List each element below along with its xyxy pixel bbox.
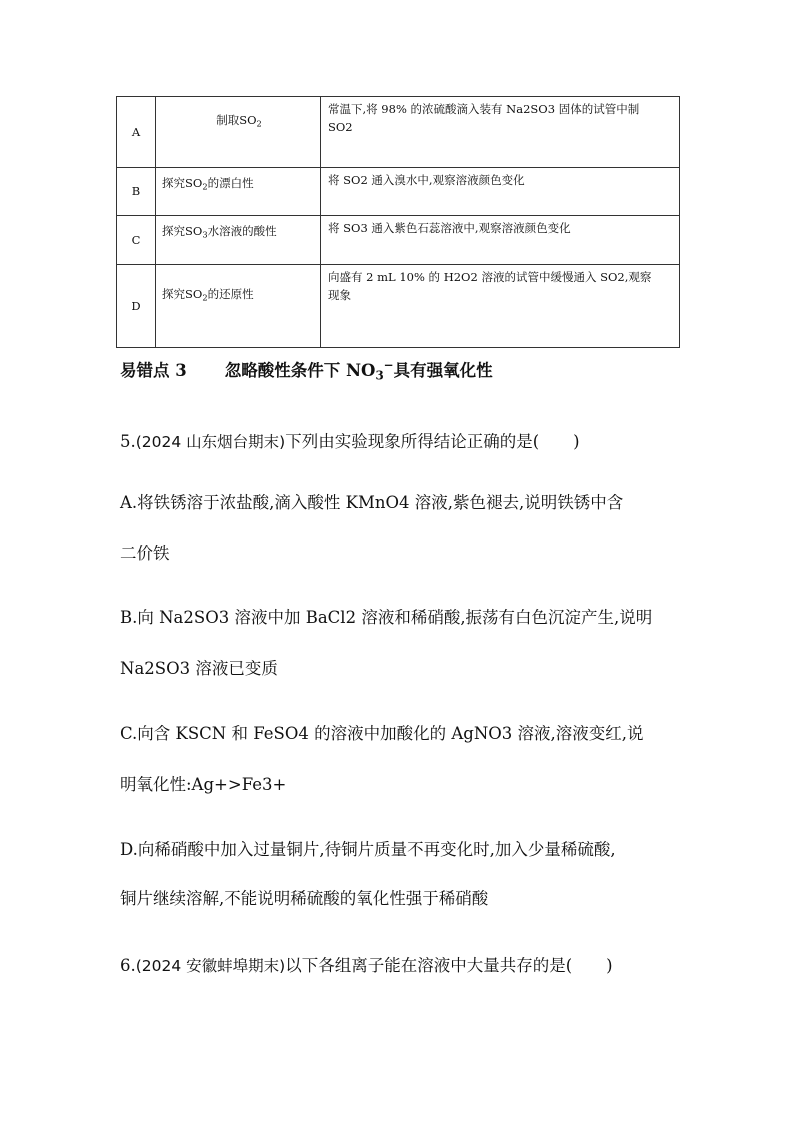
row-letter: D [117,265,156,348]
row-purpose: 探究$SO_3$水溶液的酸性 [162,224,277,240]
section-heading-label: 易错点 3 [120,361,187,380]
section-heading [120,357,493,383]
row-method: 向盛有 2 mL 10% 的 H2O2 溶液的试管中缓慢通入 SO2,观察 现象 [328,270,652,303]
row-letter: B [117,168,156,216]
experiment-table [116,96,680,348]
row-letter: C [117,216,156,265]
row-method: 将 SO2 通入溴水中,观察溶液颜色变化 [328,173,525,187]
table-row [117,216,680,265]
option-b-line2: Na2SO3 溶液已变质 [120,659,278,678]
row-method: 常温下,将 98% 的浓硫酸滴入装有 Na2SO3 固体的试管中制 SO2 [328,102,640,135]
row-letter: A [117,97,156,168]
option-a-line1: A.将铁锈溶于浓盐酸,滴入酸性 KMnO4 溶液,紫色褪去,说明铁锈中含 [120,493,624,512]
row-purpose: 探究$SO_2$的漂白性 [162,176,254,192]
row-method: 将 SO3 通入紫色石蕊溶液中,观察溶液颜色变化 [328,221,571,235]
question-source: (2024 山东烟台期末) [135,433,286,451]
option-c-line2: 明氧化性:Ag+>Fe3+ [120,775,287,794]
option-c-line1: C.向含 KSCN 和 FeSO4 的溶液中加酸化的 AgNO3 溶液,溶液变红,说 [120,724,644,743]
table-row [117,168,680,216]
table-row [117,97,680,168]
option-d-line1: D.向稀硝酸中加入过量铜片,待铜片质量不再变化时,加入少量稀硫酸, [120,840,616,859]
option-b-line1: B.向 Na2SO3 溶液中加 BaCl2 溶液和稀硝酸,振荡有白色沉淀产生,说明 [120,608,653,627]
table-row [117,265,680,348]
option-d-line2: 铜片继续溶解,不能说明稀硫酸的氧化性强于稀硝酸 [120,889,489,908]
row-purpose: 探究$SO_2$的还原性 [162,287,254,303]
question-source: (2024 安徽蚌埠期末) [135,957,286,975]
section-heading-text: 忽略酸性条件下 $NO_3^-$具有强氧化性 [224,357,493,383]
option-a-line2: 二价铁 [120,544,170,563]
question-5-stem: 5.(2024 山东烟台期末)下列由实验现象所得结论正确的是( ) [120,432,580,451]
question-6-stem: 6.(2024 安徽蚌埠期末)以下各组离子能在溶液中大量共存的是( ) [120,956,613,975]
row-purpose: 制取$SO_2$ [216,113,262,129]
